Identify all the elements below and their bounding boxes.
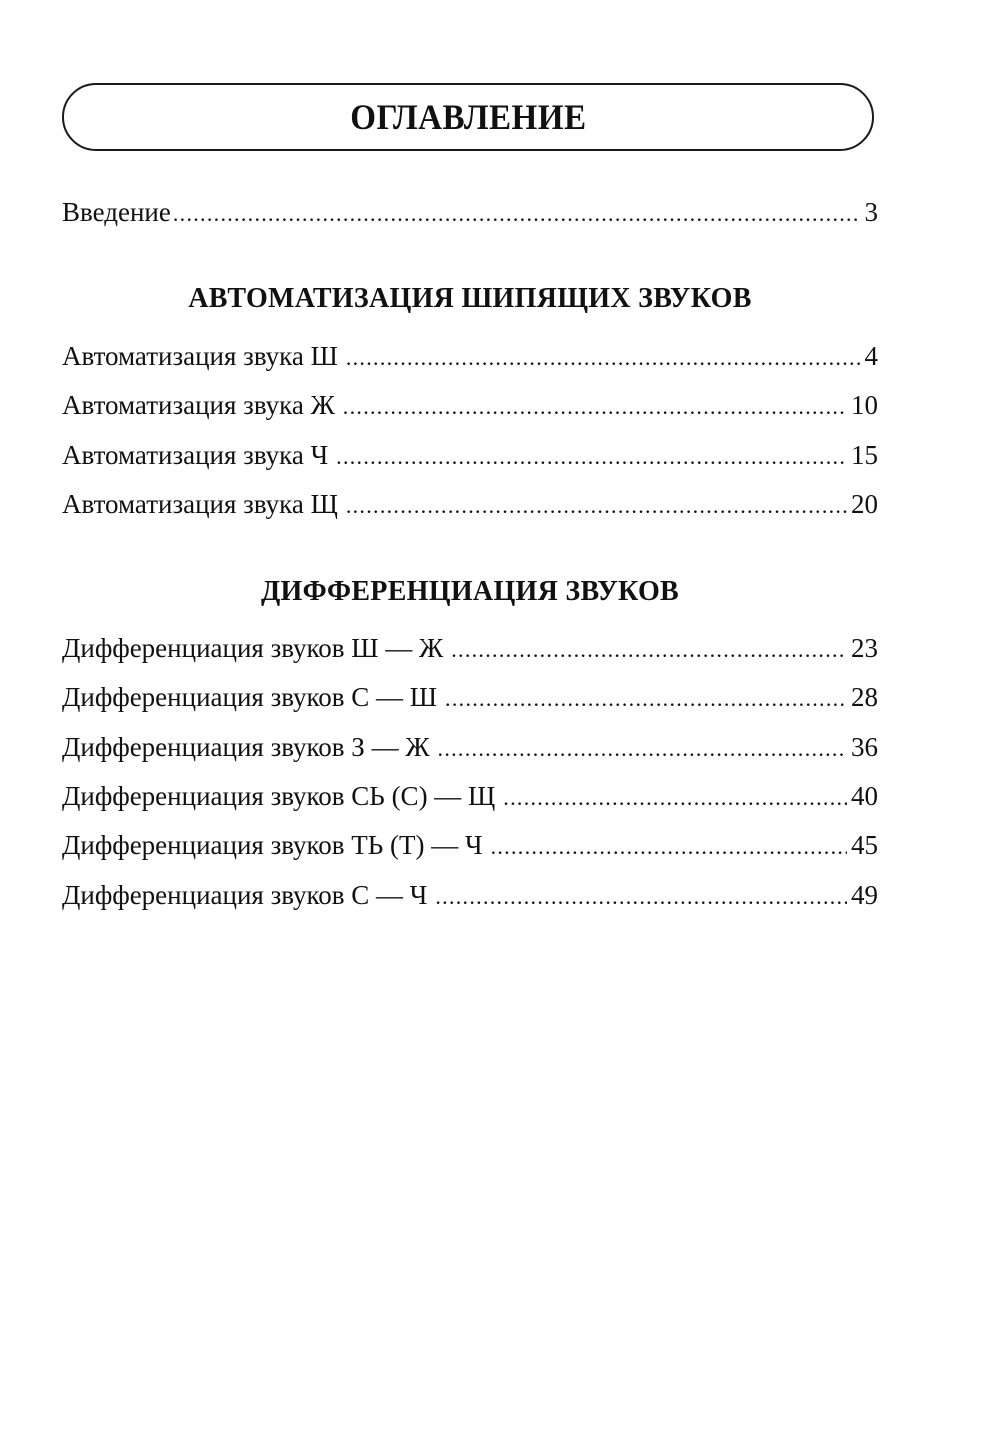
toc-entry-label: Дифференциация звуков С — Ч (62, 880, 428, 910)
dot-leader (336, 444, 847, 470)
toc-entry-label: Дифференциация звуков Ш — Ж (62, 633, 444, 663)
toc-entry[interactable] (62, 440, 878, 474)
title-banner (62, 83, 874, 151)
toc-entry[interactable] (62, 880, 878, 914)
dot-leader (491, 834, 847, 860)
toc-entry[interactable] (62, 781, 878, 815)
toc-entry-label: Автоматизация звука Ш (62, 341, 338, 371)
dot-leader (435, 884, 847, 910)
toc-entry-page: 45 (851, 830, 878, 860)
dot-leader (346, 493, 847, 519)
toc-entry-page: 49 (851, 880, 878, 910)
toc-entry-label: Дифференциация звуков З — Ж (62, 732, 430, 762)
toc-entry-label: Автоматизация звука Ч (62, 440, 329, 470)
toc-entry-page: 20 (851, 489, 878, 519)
toc-entry-page: 36 (851, 732, 878, 762)
dot-leader (503, 785, 847, 811)
toc-entry[interactable] (62, 390, 878, 424)
dot-leader (445, 686, 847, 712)
toc-entry-label: Автоматизация звука Ж (62, 390, 335, 420)
toc-entry-page: 28 (851, 682, 878, 712)
toc-entry-label: Дифференциация звуков ТЬ (Т) — Ч (62, 830, 483, 860)
toc-entry[interactable] (62, 732, 878, 766)
toc-entry-page: 23 (851, 633, 878, 663)
page-title: ОГЛАВЛЕНИЕ (349, 97, 587, 137)
toc-entry[interactable] (62, 830, 878, 864)
toc-entry-label: Дифференциация звуков СЬ (С) — Щ (62, 781, 496, 811)
dot-leader (343, 394, 847, 420)
toc-entry-page: 3 (864, 197, 878, 227)
toc-entry-page: 4 (864, 341, 878, 371)
dot-leader (451, 637, 847, 663)
toc-entry-label: Введение (62, 197, 171, 227)
toc-entry-label: Автоматизация звука Щ (62, 489, 338, 519)
dot-leader (438, 736, 847, 762)
toc-entry[interactable] (62, 682, 878, 716)
section-heading-differentiation: ДИФФЕРЕНЦИАЦИЯ ЗВУКОВ (260, 576, 680, 607)
dot-leader (173, 201, 860, 227)
toc-entry-page: 15 (851, 440, 878, 470)
toc-entry[interactable] (62, 633, 878, 667)
dot-leader (346, 345, 860, 371)
toc-entry-page: 40 (851, 781, 878, 811)
toc-entry[interactable] (62, 489, 878, 523)
section-heading-automation: АВТОМАТИЗАЦИЯ ШИПЯЩИХ ЗВУКОВ (188, 283, 752, 314)
toc-entry-intro[interactable] (62, 197, 878, 231)
toc-entry[interactable] (62, 341, 878, 375)
toc-entry-page: 10 (851, 390, 878, 420)
toc-entry-label: Дифференциация звуков С — Ш (62, 682, 438, 712)
